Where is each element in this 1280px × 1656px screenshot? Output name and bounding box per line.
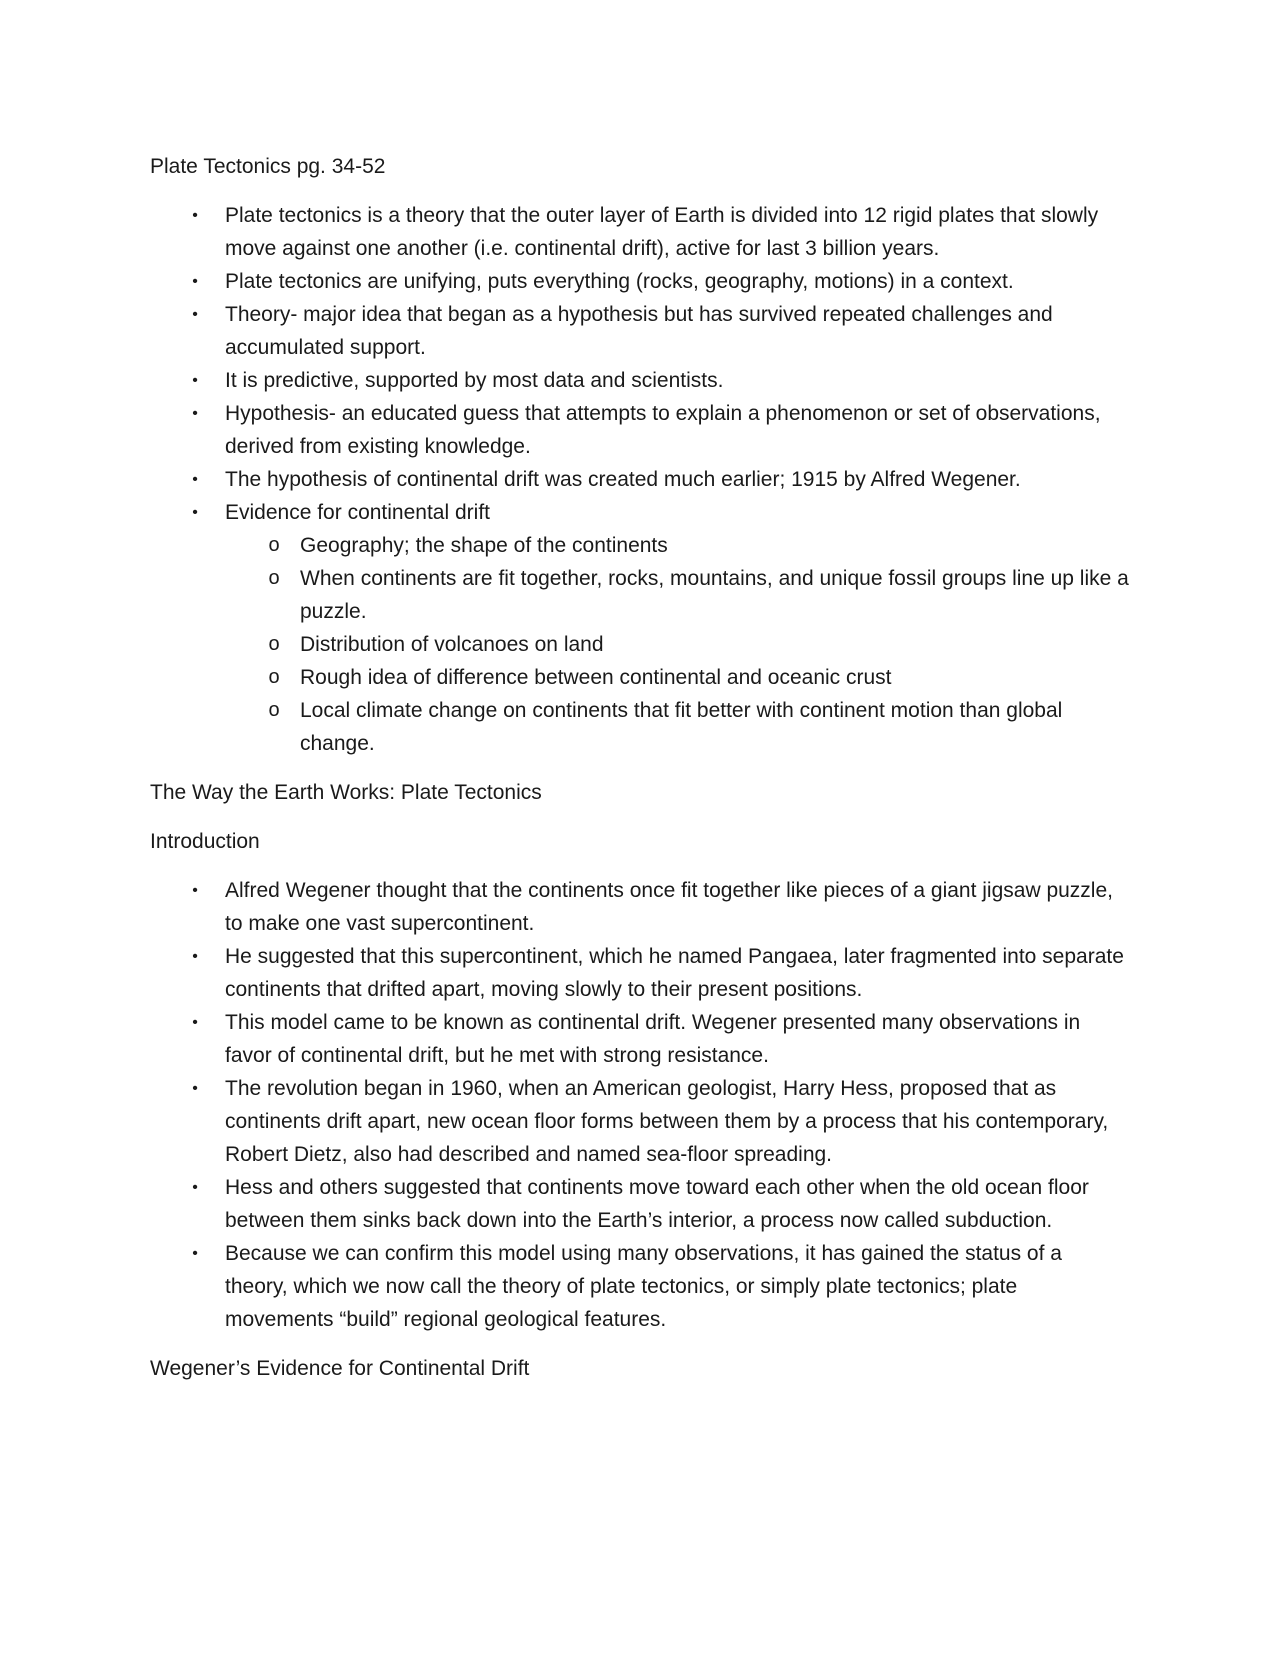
sub-list-item [150, 529, 1130, 562]
list-item [150, 1072, 1130, 1171]
bullet-marker: • [192, 1014, 198, 1031]
sub-list-item [150, 562, 1130, 628]
sub-bullet-marker: o [268, 567, 280, 589]
sub-list-item-text: Rough idea of difference between continental and oceanic crust [300, 666, 892, 689]
list-item-text: Hess and others suggested that continents move toward each other when the old ocean floor between them sinks back down into the Earth’s interior, a process now called subduction. [225, 1176, 1089, 1232]
sub-bullet-marker: o [268, 666, 280, 688]
list-item [150, 463, 1130, 496]
bullet-marker: • [192, 1179, 198, 1196]
sub-list-item [150, 628, 1130, 661]
list-item-text: It is predictive, supported by most data and scientists. [225, 369, 724, 392]
list-item [150, 364, 1130, 397]
bullet-marker: • [192, 273, 198, 290]
list-item [150, 874, 1130, 940]
list-item [150, 496, 1130, 760]
bullet-marker: • [192, 1245, 198, 1262]
section-title-plate-tectonics: Plate Tectonics pg. 34-52 [150, 155, 386, 178]
section-subtitle-introduction: Introduction [150, 830, 260, 853]
list-item-text: Plate tectonics is a theory that the outer layer of Earth is divided into 12 rigid plates that slowly move against one another (i.e. continental drift), active for last 3 billion years. [225, 204, 1099, 260]
sub-bullet-marker: o [268, 534, 280, 556]
list-item-text: He suggested that this supercontinent, which he named Pangaea, later fragmented into separate continents that drifted apart, moving slowly to their present positions. [225, 945, 1124, 1001]
bullet-marker: • [192, 1080, 198, 1097]
bullet-marker: • [192, 306, 198, 323]
document-page [150, 150, 1130, 1401]
list-item [150, 940, 1130, 1006]
list-item [150, 199, 1130, 265]
list-item [150, 1171, 1130, 1237]
bullet-marker: • [192, 948, 198, 965]
sub-list-item-text: When continents are fit together, rocks, mountains, and unique fossil groups line up like a puzzle. [300, 567, 1129, 623]
list-item-text: Evidence for continental drift [225, 501, 490, 524]
bullet-marker: • [192, 471, 198, 488]
sub-list-item-text: Geography; the shape of the continents [300, 534, 668, 557]
list-item [150, 1237, 1130, 1336]
list-item [150, 1006, 1130, 1072]
list-item-text: This model came to be known as continental drift. Wegener presented many observations in favor of continental drift, but he met with strong resistance. [225, 1011, 1081, 1067]
section-title-wegener-evidence: Wegener’s Evidence for Continental Drift [150, 1357, 530, 1380]
section-title-earth-works: The Way the Earth Works: Plate Tectonics [150, 781, 542, 804]
list-item-text: Theory- major idea that began as a hypothesis but has survived repeated challenges and accumulated support. [225, 303, 1053, 359]
list-item-text: Alfred Wegener thought that the continents once fit together like pieces of a giant jigsaw puzzle, to make one vast supercontinent. [225, 879, 1113, 935]
bullet-marker: • [192, 882, 198, 899]
evidence-sub-list [225, 529, 1130, 760]
list-item-text: The hypothesis of continental drift was created much earlier; 1915 by Alfred Wegener. [225, 468, 1021, 491]
list-item-text: Hypothesis- an educated guess that attempts to explain a phenomenon or set of observations, derived from existing knowledge. [225, 402, 1101, 458]
sub-list-item-text: Distribution of volcanoes on land [300, 633, 604, 656]
sub-list-item [150, 694, 1130, 760]
sub-bullet-marker: o [268, 699, 280, 721]
list-item-text: The revolution began in 1960, when an American geologist, Harry Hess, proposed that as continents drift apart, new ocean floor forms between them by a process that his contemporary, Robert Dietz, also had described and named sea-floor spreading. [225, 1077, 1109, 1166]
list-item [150, 298, 1130, 364]
sub-list-item-text: Local climate change on continents that fit better with continent motion than global change. [300, 699, 1063, 755]
bullet-marker: • [192, 372, 198, 389]
plate-tectonics-bullet-list [150, 199, 1130, 760]
list-item-text: Because we can confirm this model using many observations, it has gained the status of a theory, which we now call the theory of plate tectonics, or simply plate tectonics; plate movements “build” regional geological features. [225, 1242, 1062, 1331]
list-item [150, 397, 1130, 463]
bullet-marker: • [192, 504, 198, 521]
sub-list-item [150, 661, 1130, 694]
sub-bullet-marker: o [268, 633, 280, 655]
bullet-marker: • [192, 405, 198, 422]
list-item-text: Plate tectonics are unifying, puts everything (rocks, geography, motions) in a context. [225, 270, 1014, 293]
list-item [150, 265, 1130, 298]
introduction-bullet-list [150, 874, 1130, 1336]
bullet-marker: • [192, 207, 198, 224]
